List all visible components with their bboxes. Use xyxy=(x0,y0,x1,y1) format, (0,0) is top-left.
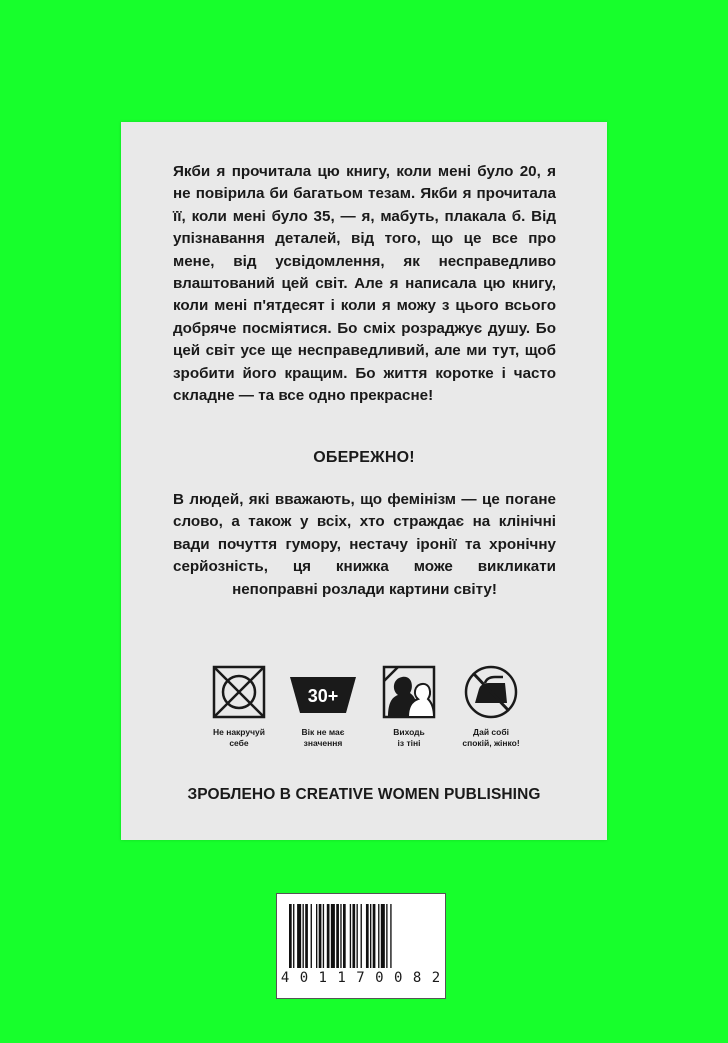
barcode-bar xyxy=(297,904,301,968)
back-cover-panel xyxy=(121,122,607,840)
barcode-bars xyxy=(287,904,435,968)
barcode-bar xyxy=(357,904,358,968)
barcode-bar xyxy=(311,904,312,968)
barcode-bar xyxy=(327,904,330,968)
barcode-bar xyxy=(293,904,294,968)
barcode-bar xyxy=(336,904,339,968)
age-30-plus-icon xyxy=(288,663,358,721)
barcode-bar xyxy=(373,904,376,968)
icon-caption: Не накручуй себе xyxy=(212,727,266,748)
publisher-line: ЗРОБЛЕНО В CREATIVE WOMEN PUBLISHING xyxy=(187,786,541,803)
care-icons-row xyxy=(199,663,531,773)
out-of-shadow-icon xyxy=(380,663,438,721)
barcode-bar xyxy=(381,904,385,968)
care-icon-item xyxy=(369,663,449,748)
care-icon-item xyxy=(199,663,279,748)
icon-caption: Виходь із тіні xyxy=(393,727,425,748)
no-twist-icon xyxy=(210,663,268,721)
barcode-bar xyxy=(303,904,304,968)
barcode-bar xyxy=(390,904,391,968)
barcode-bar xyxy=(305,904,308,968)
barcode-bar xyxy=(370,904,371,968)
barcode-bar xyxy=(386,904,387,968)
barcode-bar xyxy=(331,904,335,968)
barcode-bar xyxy=(323,904,324,968)
svg-text:30+: 30+ xyxy=(307,686,339,706)
barcode-bar xyxy=(340,904,341,968)
barcode-bar xyxy=(343,904,346,968)
crossed-iron-icon xyxy=(461,663,521,721)
care-icon-item xyxy=(451,663,531,748)
barcode-bar xyxy=(366,904,369,968)
icon-caption: Дай собі спокій, жінко! xyxy=(462,727,520,748)
barcode-bar xyxy=(378,904,379,968)
care-icon-item xyxy=(283,663,363,748)
barcode-bar xyxy=(361,904,362,968)
warning-paragraph: В людей, які вважають, що фемінізм — це погане слово, а також у всіх, хто страждає на клінічні вади почуття гумору, нестачу іронії та хронічну серйозність, ця книжка може викликати непоправні розлади картини світу! xyxy=(173,491,556,598)
barcode-bar xyxy=(319,904,322,968)
blurb-paragraph: Якби я прочитала цю книгу, коли мені було 20, я не повірила би багатьом тезам. Якби я прочитала її, коли мені було 35, — я, мабуть, плакала б. Від упізнавання деталей, від того, що це все про мене, від усвідомлення, як несправедливо влаштований цей світ. Але я написала цю книгу, коли мені п'ятдесят і коли я можу з цього всього добряче посміятися. Бо сміх розраджує душу. Бо цей світ усе ще несправедливий, але ми тут, щоб зробити його кращим. Бо життя коротке і часто складне — та все одно прекрасне! xyxy=(173,163,556,405)
warning-title: ОБЕРЕЖНО! xyxy=(313,449,415,466)
barcode-bar xyxy=(350,904,351,968)
barcode-bar xyxy=(352,904,355,968)
barcode-number: 4 0 1 1 7 0 0 8 2 xyxy=(280,970,442,986)
barcode-bar xyxy=(316,904,317,968)
icon-caption: Вік не має значення xyxy=(301,727,345,748)
barcode xyxy=(276,893,446,999)
barcode-bar xyxy=(289,904,292,968)
